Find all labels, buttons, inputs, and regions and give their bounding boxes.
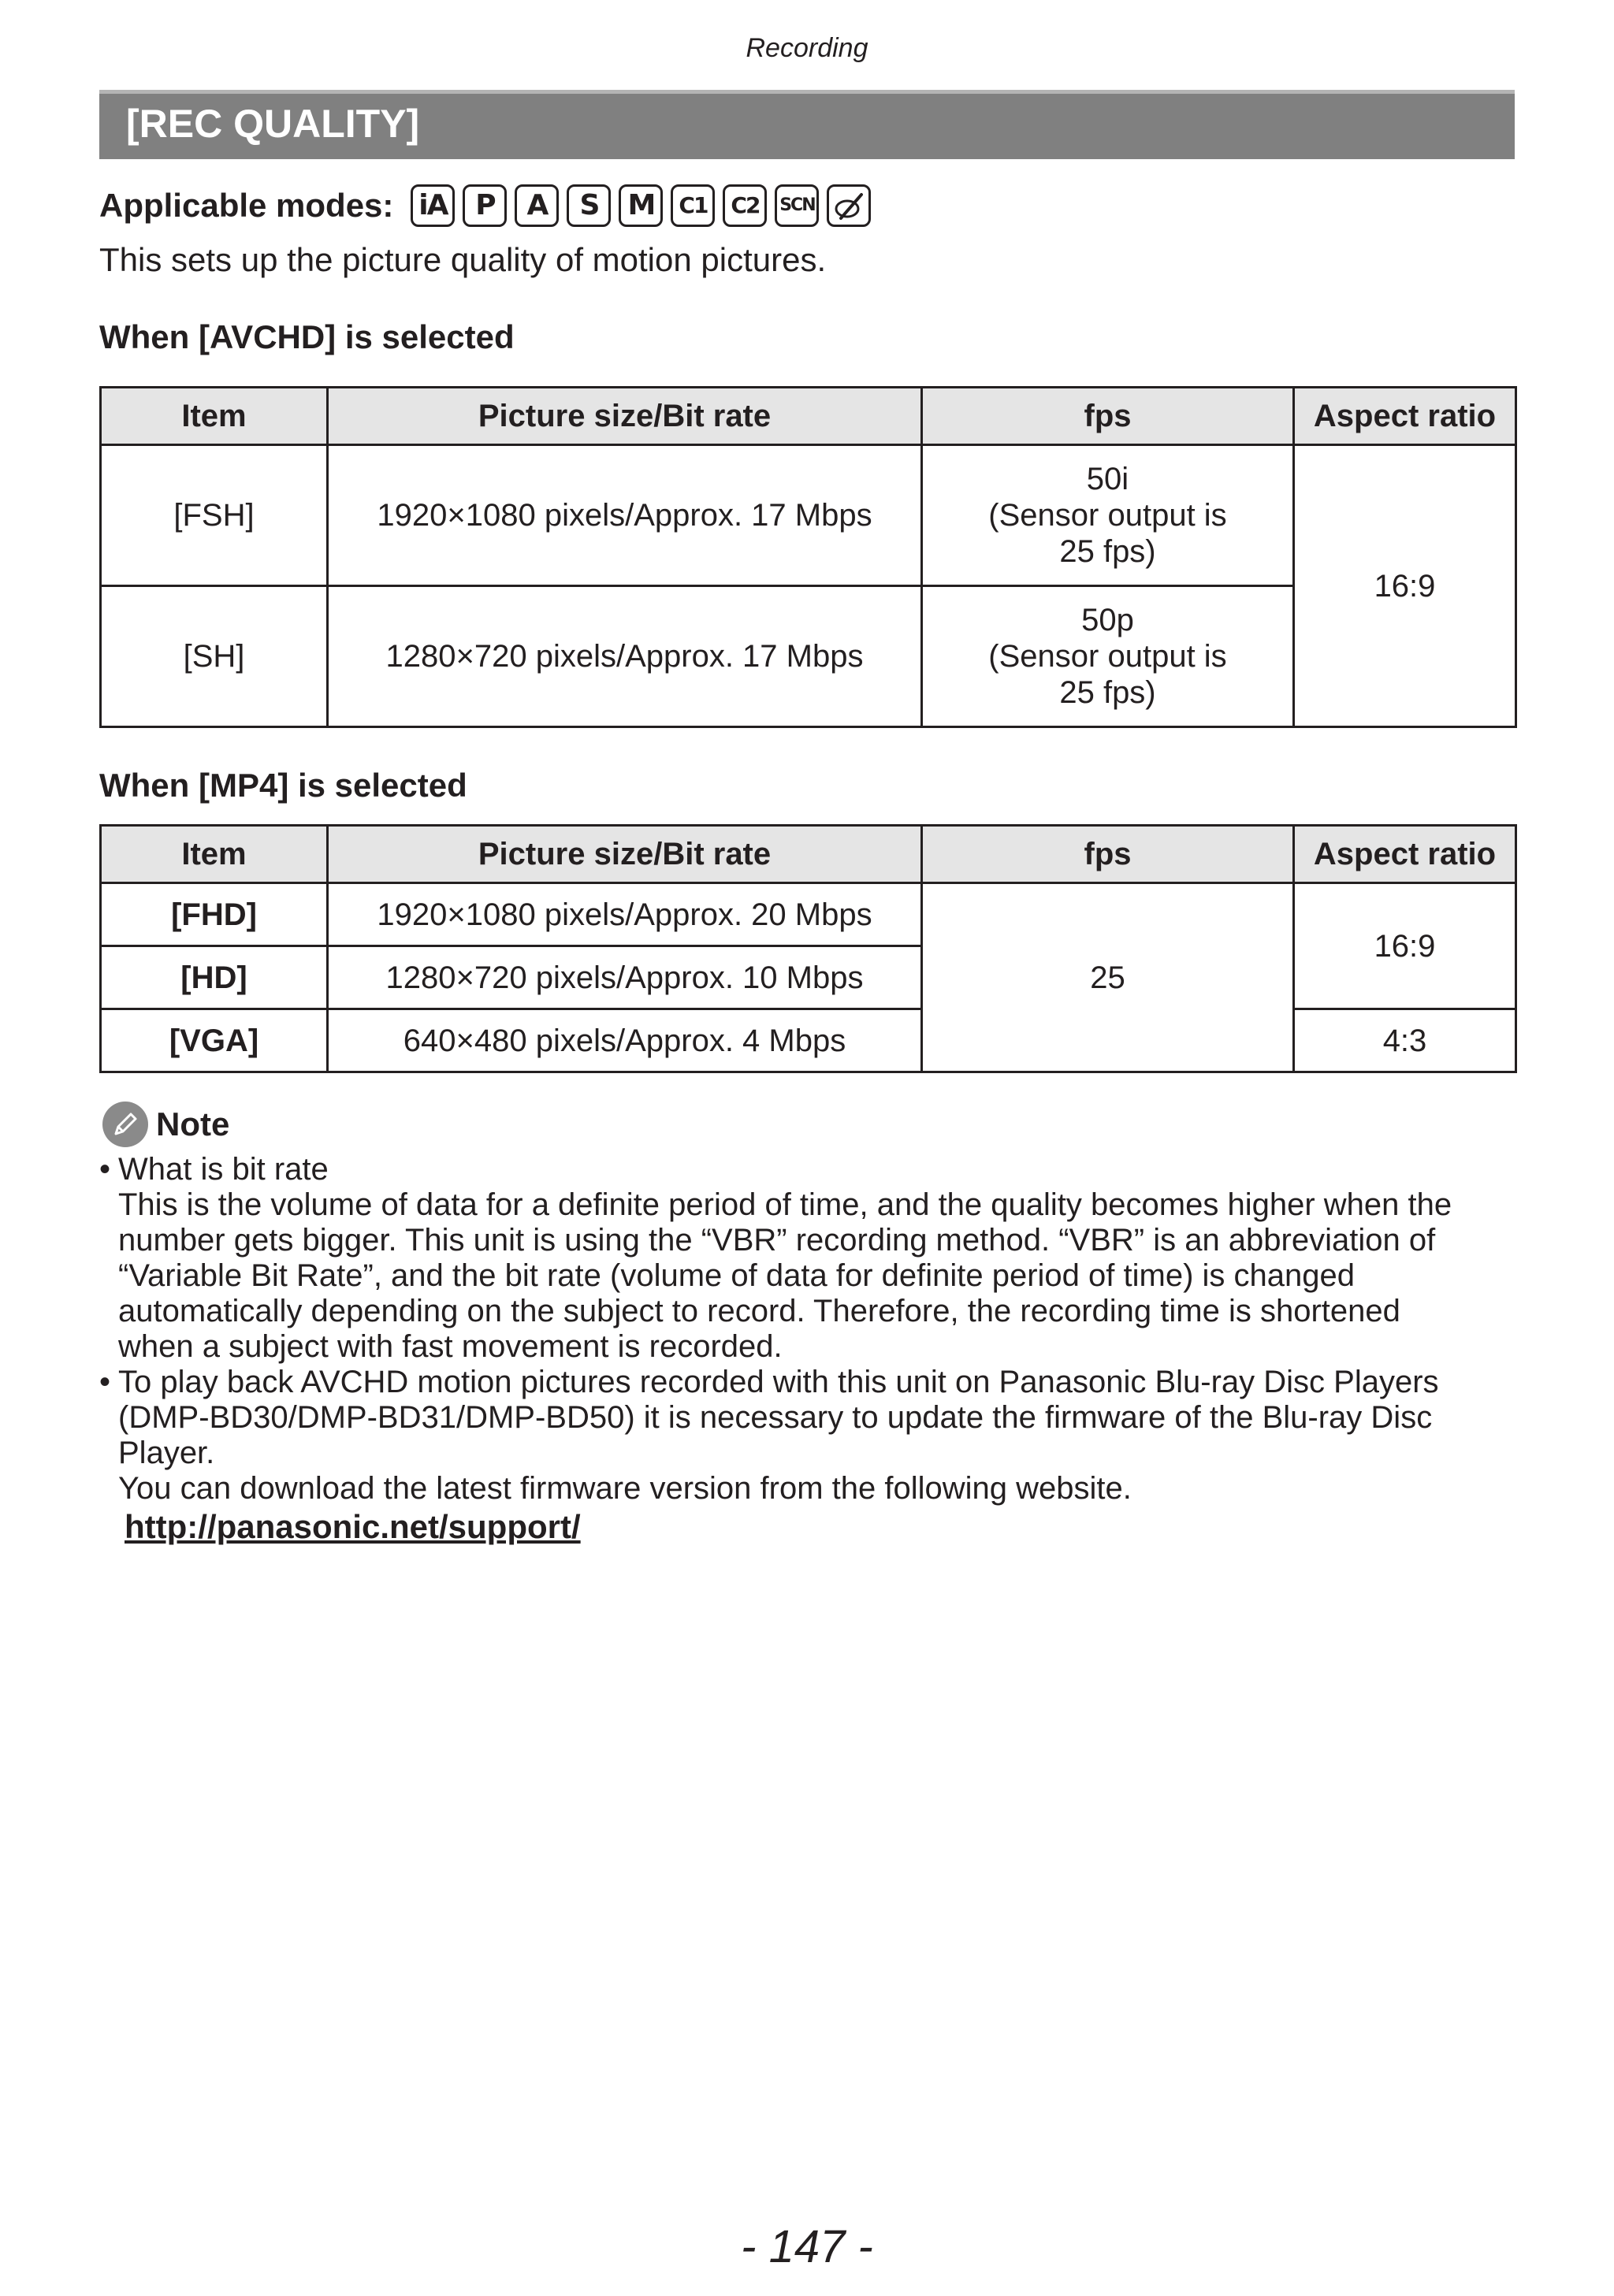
bullet-line: (DMP-BD30/DMP-BD31/DMP-BD50) it is necessary to update the firmware of the Blu-ray Disc (118, 1400, 1433, 1435)
aspect-cell: 16:9 (1294, 445, 1516, 727)
page-number: - 147 - (741, 2221, 873, 2272)
item-cell: [HD] (101, 946, 328, 1009)
bullet-line: number gets bigger. This unit is using the “VBR” recording method. “VBR” is an abbreviation of (118, 1223, 1436, 1258)
shutter-priority-icon: S (567, 184, 611, 227)
column-header: Aspect ratio (1294, 388, 1516, 445)
note-title: Note (156, 1105, 230, 1142)
item-cell: [FHD] (101, 883, 328, 946)
page-title: [REC QUALITY] (126, 102, 420, 146)
size-cell: 1280×720 pixels/Approx. 10 Mbps (328, 946, 922, 1009)
size-cell: 640×480 pixels/Approx. 4 Mbps (328, 1009, 922, 1072)
bullet-mark: • (99, 1152, 111, 1187)
fps-value: 50i (1086, 462, 1129, 496)
bullet-body (118, 1152, 1614, 1365)
fps-note: 25 fps) (1059, 534, 1156, 569)
aspect-cell: 16:9 (1294, 883, 1516, 1009)
intro-text: This sets up the picture quality of motion pictures. (99, 241, 827, 278)
bullet-line: when a subject with fast movement is recorded. (118, 1329, 783, 1364)
column-header: fps (922, 826, 1294, 883)
avchd-table (99, 386, 1517, 728)
column-header: Picture size/Bit rate (328, 826, 922, 883)
mp4-table (99, 824, 1517, 1073)
note-heading (102, 1100, 229, 1149)
applicable-modes (99, 181, 879, 230)
item-cell: [FSH] (101, 445, 328, 586)
custom-2-icon: C2 (723, 184, 767, 227)
scene-mode-icon: SCN (775, 184, 819, 227)
avchd-heading: When [AVCHD] is selected (99, 318, 515, 355)
bullet-line: Player. (118, 1436, 215, 1470)
custom-1-icon: C1 (671, 184, 715, 227)
bullet-mark: • (99, 1365, 111, 1399)
aperture-priority-icon: A (515, 184, 559, 227)
item-cell: [SH] (101, 586, 328, 727)
size-cell: 1280×720 pixels/Approx. 17 Mbps (328, 586, 922, 727)
page-title-bar (99, 90, 1515, 159)
fps-value: 50p (1081, 603, 1134, 637)
fps-cell (922, 586, 1294, 727)
bullet-line: To play back AVCHD motion pictures recorded with this unit on Panasonic Blu-ray Disc Players (118, 1365, 1439, 1399)
mp4-heading: When [MP4] is selected (99, 767, 467, 804)
manual-mode-icon: M (619, 184, 663, 227)
aspect-cell: 4:3 (1294, 1009, 1516, 1072)
fps-note: (Sensor output is (988, 639, 1227, 674)
bullet-line: What is bit rate (118, 1152, 329, 1187)
fps-note: 25 fps) (1059, 675, 1156, 710)
bullet-line: “Variable Bit Rate”, and the bit rate (volume of data for definite period of time) is changed (118, 1258, 1355, 1293)
bullet-line: You can download the latest firmware version from the following website. (118, 1471, 1132, 1506)
column-header: Item (101, 826, 328, 883)
fps-cell (922, 445, 1294, 586)
bullet-body (118, 1365, 1614, 1507)
table-header-row (101, 388, 1516, 445)
column-header: Picture size/Bit rate (328, 388, 922, 445)
table-row (101, 1009, 1516, 1072)
column-header: fps (922, 388, 1294, 445)
applicable-modes-label: Applicable modes: (99, 187, 394, 224)
pencil-icon (102, 1102, 148, 1147)
section-label: Recording (746, 33, 868, 63)
size-cell: 1920×1080 pixels/Approx. 20 Mbps (328, 883, 922, 946)
size-cell: 1920×1080 pixels/Approx. 17 Mbps (328, 445, 922, 586)
support-link[interactable]: http://panasonic.net/support/ (125, 1508, 581, 1545)
column-header: Aspect ratio (1294, 826, 1516, 883)
item-cell: [VGA] (101, 1009, 328, 1072)
column-header: Item (101, 388, 328, 445)
fps-cell: 25 (922, 883, 1294, 1072)
bullet-line: This is the volume of data for a definite period of time, and the quality becomes higher when the (118, 1187, 1452, 1222)
bullet-line: automatically depending on the subject to record. Therefore, the recording time is shortened (118, 1294, 1400, 1328)
creative-control-icon (827, 184, 871, 227)
program-mode-icon: P (463, 184, 507, 227)
table-row (101, 445, 1516, 586)
intelligent-auto-icon: iA (411, 184, 455, 227)
table-row (101, 883, 1516, 946)
fps-note: (Sensor output is (988, 498, 1227, 533)
table-header-row (101, 826, 1516, 883)
